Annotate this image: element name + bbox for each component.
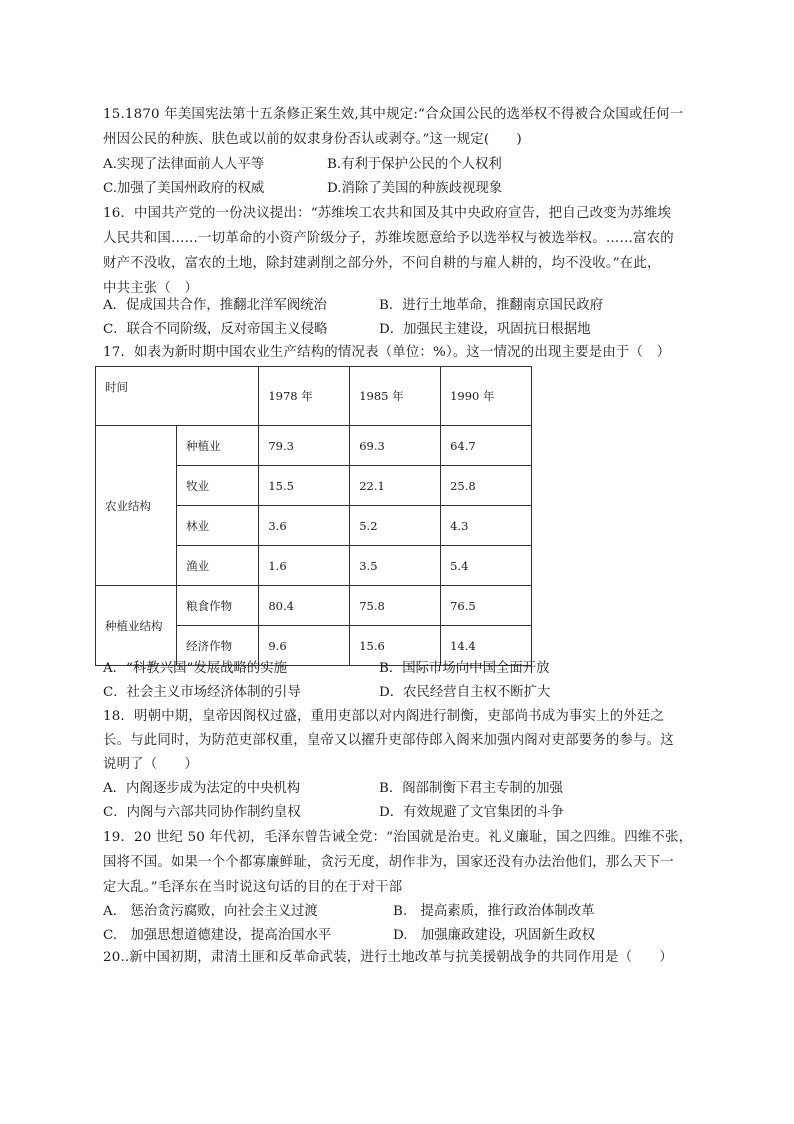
- cell: 64.7: [441, 426, 532, 466]
- cell: 3.5: [350, 546, 441, 586]
- cell: 80.4: [259, 586, 350, 626]
- cell: 76.5: [441, 586, 532, 626]
- row-label: 经济作物: [177, 626, 259, 666]
- q15-option-c: C.加强了美国州政府的权威: [103, 181, 265, 196]
- q18-stem-line-3: 说明了（ ）: [103, 757, 199, 772]
- row-label: 粮食作物: [177, 586, 259, 626]
- q18-option-c: C．内阁与六部共同协作制约皇权: [103, 805, 301, 820]
- cell: 1.6: [259, 546, 350, 586]
- q16-option-c: C．联合不同阶级，反对帝国主义侵略: [103, 322, 328, 337]
- q18-stem-line-2: 长。与此同时，为防范吏部权重，皇帝又以擢升吏部侍郎入阁来加强内阁对吏部要务的参与。这: [103, 733, 674, 748]
- q19-stem-line-3: 定大乱。”毛泽东在当时说这句话的目的在于对干部: [103, 880, 403, 895]
- header-1990: 1990 年: [441, 367, 532, 426]
- cell: 75.8: [350, 586, 441, 626]
- q16-option-a: A．促成国共合作，推翻北洋军阀统治: [103, 298, 327, 313]
- group-label-planting: 种植业结构: [96, 586, 177, 666]
- q17-stem: 17．如表为新时期中国农业生产结构的情况表（单位：%）。这一情况的出现主要是由于（ ）: [103, 345, 671, 360]
- cell: 9.6: [259, 626, 350, 666]
- cell: 15.5: [259, 466, 350, 506]
- q16-stem-line-3: 财产不没收，富农的土地，除封建剥削之部分外，不问自耕的与雇人耕的，均不没收。”在此，: [103, 256, 661, 271]
- q16-stem-line-2: 人民共和国……一切革命的小资产阶级分子，苏维埃愿意给予以选举权与被选举权。……富农的: [103, 231, 674, 246]
- cell: 5.2: [350, 506, 441, 546]
- cell: 5.4: [441, 546, 532, 586]
- q19-stem-line-1: 19．20 世纪 50 年代初，毛泽东曾告诫全党：“治国就是治吏。礼义廉耻，国之四维。四维不张，: [103, 830, 693, 845]
- cell: 22.1: [350, 466, 441, 506]
- q15-stem-line-1: 15.1870 年美国宪法第十五条修正案生效,其中规定:“合众国公民的选举权不得被合众国或任何一: [103, 107, 684, 122]
- q16-stem-line-1: 16．中国共产党的一份决议提出：“苏维埃工农共和国及其中央政府宣告，把自己改变为苏维埃: [103, 206, 672, 221]
- q20-stem: 20..新中国初期，肃清土匪和反革命武装，进行土地改革与抗美援朝战争的共同作用是（ ）: [103, 950, 673, 965]
- row-label: 种植业: [177, 426, 259, 466]
- q19-option-b: B. 提高素质，推行政治体制改革: [393, 904, 595, 919]
- q17-option-b: B．国际市场向中国全面开放: [379, 661, 550, 676]
- q19-stem-line-2: 国将不国。如果一个个都寡廉鲜耻，贪污无度，胡作非为，国家还没有办法治他们，那么天下一: [103, 855, 674, 870]
- q15-option-d: D.消除了美国的种族歧视现象: [327, 181, 503, 196]
- q17-option-a: A．“科教兴国”发展战略的实施: [103, 661, 288, 676]
- header-time: 时间: [96, 367, 259, 426]
- q16-option-d: D．加强民主建设，巩固抗日根据地: [379, 322, 591, 337]
- q15-option-a: A.实现了法律面前人人平等: [103, 157, 265, 172]
- row-label: 牧业: [177, 466, 259, 506]
- group-label-agriculture: 农业结构: [96, 426, 177, 586]
- cell: 15.6: [350, 626, 441, 666]
- cell: 79.3: [259, 426, 350, 466]
- agriculture-structure-table: [95, 366, 532, 666]
- q15-option-b: B.有利于保护公民的个人权利: [327, 157, 502, 172]
- header-1985: 1985 年: [350, 367, 441, 426]
- q15-stem-line-2: 州因公民的种族、肤色或以前的奴隶身份否认或剥夺。”这一规定( ): [103, 132, 522, 147]
- cell: 69.3: [350, 426, 441, 466]
- table-row: [96, 426, 532, 466]
- q19-option-c: C. 加强思想道德建设，提高治国水平: [103, 928, 332, 943]
- q18-option-d: D．有效规避了文官集团的斗争: [379, 805, 564, 820]
- table-row: [96, 586, 532, 626]
- q19-option-d: D. 加强廉政建设，巩固新生政权: [393, 928, 595, 943]
- cell: 3.6: [259, 506, 350, 546]
- cell: 14.4: [441, 626, 532, 666]
- cell: 4.3: [441, 506, 532, 546]
- q17-option-c: C．社会主义市场经济体制的引导: [103, 685, 301, 700]
- q18-option-b: B．阁部制衡下君主专制的加强: [379, 781, 563, 796]
- table-header-row: [96, 367, 532, 426]
- q19-option-a: A. 惩治贪污腐败，向社会主义过渡: [103, 904, 318, 919]
- q18-option-a: A．内阁逐步成为法定的中央机构: [103, 781, 301, 796]
- row-label: 渔业: [177, 546, 259, 586]
- q16-option-b: B．进行土地革命，推翻南京国民政府: [379, 298, 604, 313]
- cell: 25.8: [441, 466, 532, 506]
- q18-stem-line-1: 18．明朝中期，皇帝因阁权过盛，重用吏部以对内阁进行制衡，吏部尚书成为事实上的外廷之: [103, 709, 665, 724]
- q17-option-d: D．农民经营自主权不断扩大: [379, 685, 551, 700]
- row-label: 林业: [177, 506, 259, 546]
- q16-stem-line-4: 中共主张（ ）: [103, 281, 199, 296]
- header-1978: 1978 年: [259, 367, 350, 426]
